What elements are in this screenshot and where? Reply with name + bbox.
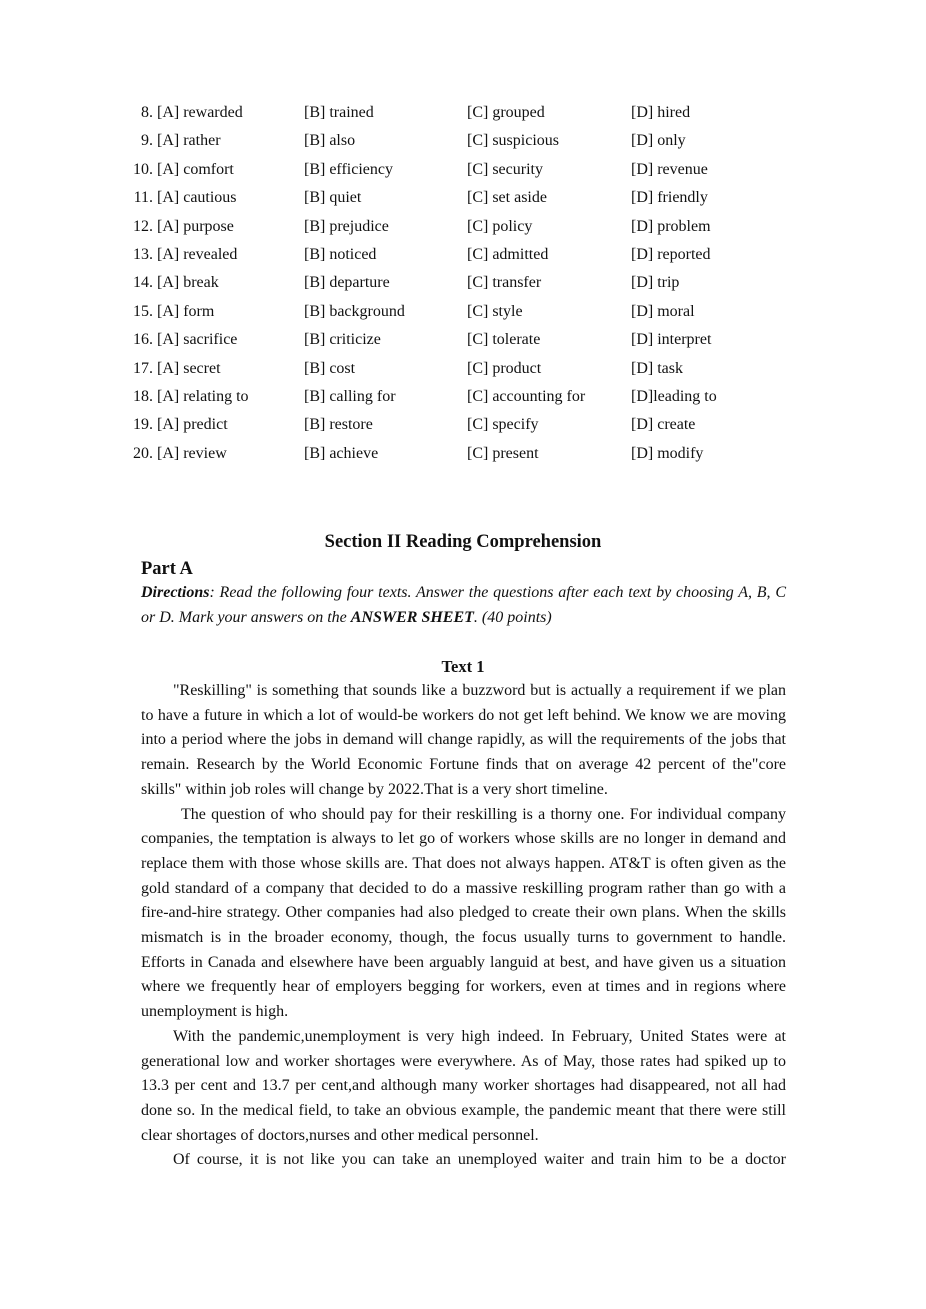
part-title: Part A (141, 559, 193, 579)
passage-text-1 (141, 679, 786, 1173)
option-a: [A] secret (157, 359, 221, 377)
option-a: [A] sacrifice (157, 331, 238, 349)
option-b: [B] achieve (304, 444, 379, 462)
section-title: Section II Reading Comprehension (324, 532, 602, 552)
option-a: [A] break (157, 274, 219, 292)
option-d: [D] only (631, 132, 686, 150)
option-row-20 (0, 442, 926, 470)
directions-label: Directions (141, 584, 210, 601)
option-a: [A] purpose (157, 217, 234, 235)
option-row-19 (0, 413, 926, 441)
directions-points: . (40 points) (473, 608, 552, 626)
cloze-options-list (0, 101, 926, 470)
paragraph-3: With the pandemic,unemployment is very high indeed. In February, United States were at generational low and worker shortages were everywhere. As of May, those rates had spiked up to 13.3 per cent and 13.7 per cent,and although many worker shortages had disappeared, not all had done so. In the medical field, to take an obvious example, the pandemic meant that there were still clear shortages of doctors,nurses and other medical personnel. (141, 1027, 786, 1144)
option-b: [B] also (304, 132, 356, 150)
option-b: [B] calling for (304, 387, 396, 405)
option-d: [D] create (631, 416, 696, 434)
option-d: [D] reported (631, 245, 711, 263)
option-a: [A] rewarded (157, 104, 243, 121)
option-c: [C] style (467, 302, 523, 320)
option-a: [A] comfort (157, 160, 234, 178)
directions-text: : Read the following four texts. Answer the questions after each text by choosing A, B, C or D. Mark your answers on the (141, 584, 786, 626)
option-d: [D] hired (631, 104, 691, 121)
question-number: 12. (133, 217, 153, 235)
option-b: [B] departure (304, 274, 390, 292)
option-row-16 (0, 328, 926, 356)
paragraph-1: "Reskilling" is something that sounds like a buzzword but is actually a requirement if we plan to have a future in which a lot of would-be workers do not get left behind. We know we are moving into a period where the jobs in demand will change rapidly, as will the requirements of the jobs that remain. Research by the World Economic Fortune finds that on average 42 percent of the"core skills" within job roles will change by 2022.That is a very short timeline. (141, 682, 786, 798)
option-b: [B] prejudice (304, 217, 389, 235)
option-a: [A] cautious (157, 189, 237, 207)
option-d: [D] trip (631, 274, 680, 292)
option-d: [D] problem (631, 217, 711, 235)
option-c: [C] policy (467, 217, 533, 235)
option-d: [D] task (631, 359, 683, 377)
paragraph-4: Of course, it is not like you can take an unemployed waiter and train him to be a doctor (173, 1151, 786, 1169)
option-b: [B] quiet (304, 189, 362, 207)
option-row-18 (0, 385, 926, 413)
text-title: Text 1 (441, 657, 485, 676)
question-number: 10. (133, 160, 153, 178)
option-row-15 (0, 300, 926, 328)
option-a: [A] relating to (157, 387, 249, 405)
option-row-13 (0, 243, 926, 271)
option-row-9 (0, 129, 926, 157)
question-number: 18. (133, 387, 153, 405)
option-row-8 (0, 101, 926, 129)
option-d: [D] friendly (631, 189, 708, 207)
option-c: [C] present (467, 444, 539, 462)
option-b: [B] background (304, 302, 405, 320)
option-c: [C] grouped (467, 104, 545, 121)
directions (141, 581, 786, 630)
option-d: [D] interpret (631, 331, 712, 349)
paragraph-2: The question of who should pay for their reskilling is a thorny one. For individual company companies, the temptation is always to let go of workers whose skills are no longer in demand and replace them with those whose skills are. That does not always happen. AT&T is often given as the gold standard of a company that decided to do a massive reskilling program rather than go with a fire-and-hire strategy. Other companies had also pledged to create their own plans. When the skills mismatch is in the broader economy, though, the focus usually turns to government to handle. Efforts in Canada and elsewhere have been arguably languid at best, and have given us a situation where we frequently hear of employers begging for workers, even at times and in regions where unemployment is high. (141, 805, 786, 1021)
question-number: 11. (133, 189, 153, 207)
option-b: [B] noticed (304, 245, 377, 263)
option-row-12 (0, 215, 926, 243)
option-c: [C] product (467, 359, 542, 377)
option-row-11 (0, 186, 926, 214)
question-number: 8. (141, 104, 153, 121)
question-number: 17. (133, 359, 153, 377)
option-row-14 (0, 271, 926, 299)
option-d: [D] moral (631, 302, 695, 320)
option-d: [D]leading to (631, 387, 717, 405)
option-c: [C] tolerate (467, 331, 541, 349)
question-number: 13. (133, 245, 153, 263)
option-b: [B] efficiency (304, 160, 393, 178)
option-c: [C] suspicious (467, 132, 559, 150)
option-d: [D] revenue (631, 160, 708, 178)
option-row-10 (0, 158, 926, 186)
option-a: [A] rather (157, 132, 221, 150)
question-number: 14. (133, 274, 153, 292)
option-a: [A] review (157, 444, 227, 462)
question-number: 19. (133, 416, 153, 434)
option-c: [C] admitted (467, 245, 549, 263)
option-c: [C] accounting for (467, 387, 586, 405)
option-a: [A] predict (157, 416, 228, 434)
option-a: [A] revealed (157, 245, 238, 263)
option-b: [B] trained (304, 104, 374, 121)
option-c: [C] set aside (467, 189, 547, 207)
option-c: [C] specify (467, 416, 539, 434)
option-c: [C] transfer (467, 274, 542, 292)
option-b: [B] restore (304, 416, 373, 434)
option-c: [C] security (467, 160, 543, 178)
question-number: 16. (133, 331, 153, 349)
option-row-17 (0, 357, 926, 385)
option-a: [A] form (157, 302, 215, 320)
question-number: 15. (133, 302, 153, 320)
option-b: [B] criticize (304, 331, 381, 349)
option-d: [D] modify (631, 444, 704, 462)
question-number: 20. (133, 444, 153, 462)
option-b: [B] cost (304, 359, 356, 377)
question-number: 9. (141, 132, 153, 150)
answer-sheet-label: ANSWER SHEET (350, 608, 474, 626)
